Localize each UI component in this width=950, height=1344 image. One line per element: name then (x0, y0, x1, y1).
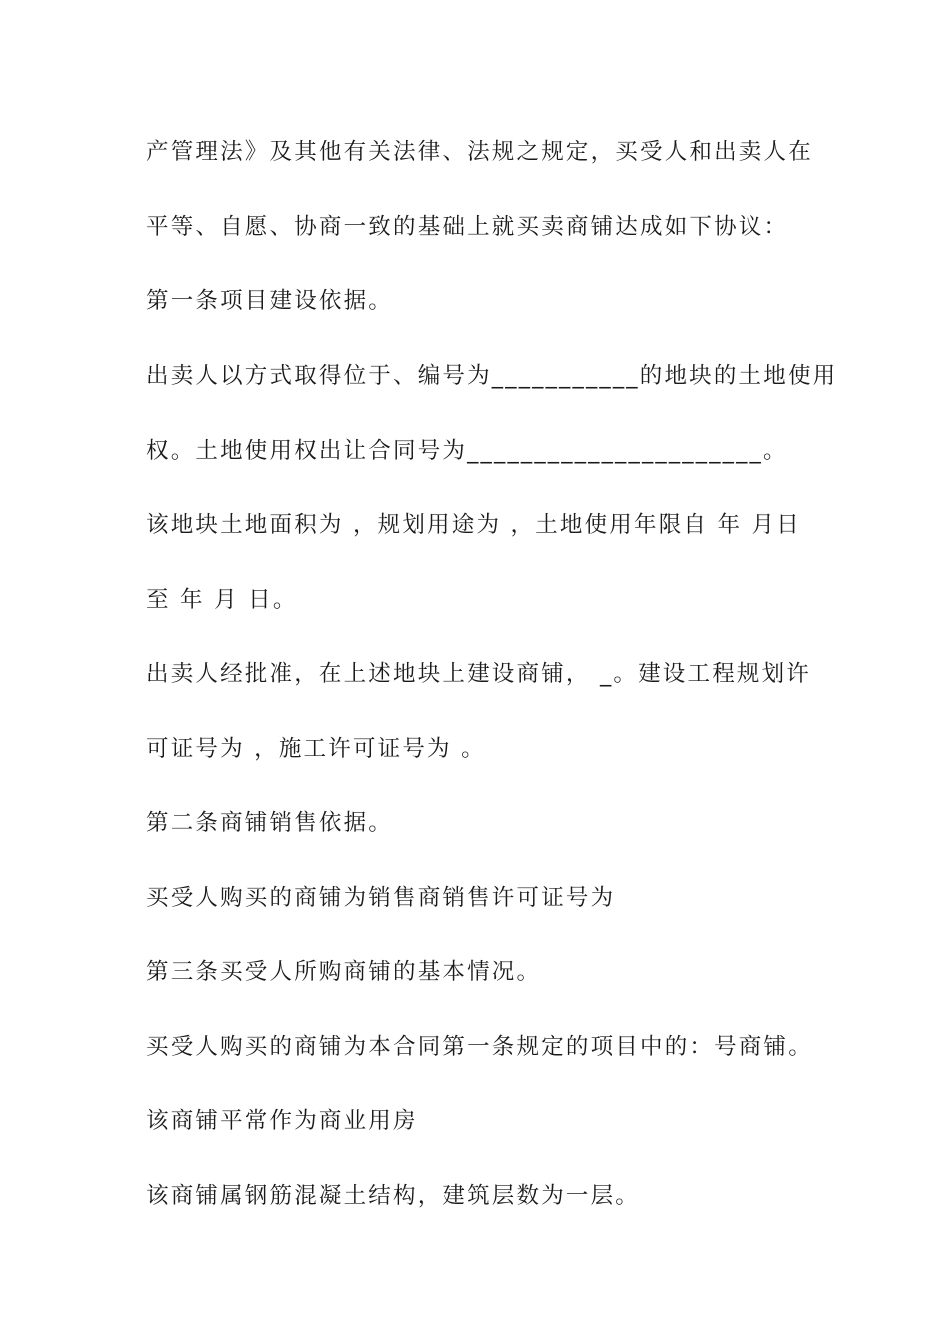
text-line: 出卖人经批准，在上述地块上建设商铺， _。建设工程规划许 (146, 661, 812, 687)
text-line: 买受人购买的商铺为本合同第一条规定的项目中的：号商铺。 (146, 1034, 813, 1060)
text-line: 平等、自愿、协商一致的基础上就买卖商铺达成如下协议： (146, 214, 789, 240)
text-line: 至 年 月 日。 (146, 587, 298, 613)
text-line: 该商铺平常作为商业用房 (146, 1108, 418, 1134)
text-line: 该地块土地面积为 ，规划用途为 ，土地使用年限自 年 月日 (146, 512, 801, 538)
text-line: 买受人购买的商铺为销售商销售许可证号为 (146, 885, 616, 911)
article-heading: 第一条项目建设依据。 (146, 288, 394, 314)
text-line: 权。土地使用权出让合同号为______________________。 (146, 438, 788, 464)
text-line: 出卖人以方式取得位于、编号为___________的地块的土地使用 (146, 363, 838, 389)
text-line: 该商铺属钢筋混凝土结构，建筑层数为一层。 (146, 1183, 641, 1209)
article-heading: 第二条商铺销售依据。 (146, 810, 394, 836)
article-heading: 第三条买受人所购商铺的基本情况。 (146, 959, 542, 985)
text-line: 可证号为 ，施工许可证号为 。 (146, 736, 486, 762)
text-line: 产管理法》及其他有关法律、法规之规定，买受人和出卖人在 (146, 139, 813, 165)
